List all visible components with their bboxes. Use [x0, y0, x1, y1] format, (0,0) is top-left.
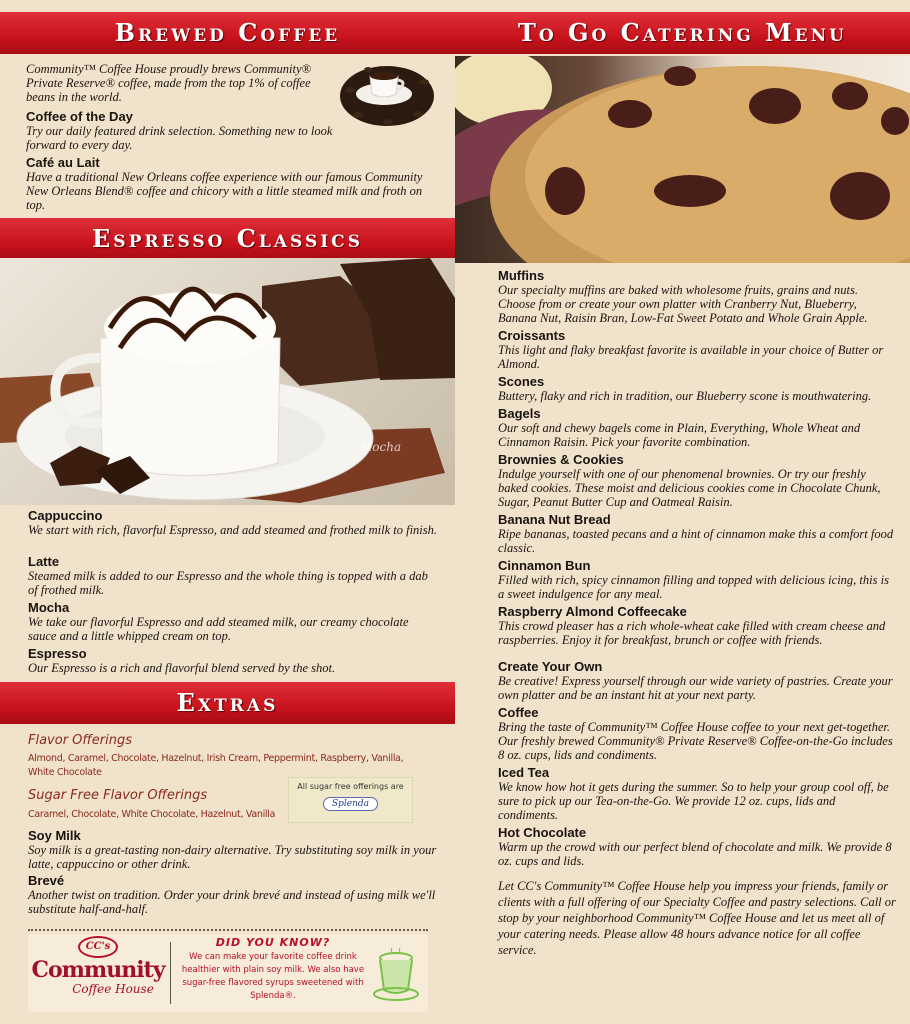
mocha-photo	[0, 258, 455, 505]
catering-item-croissants	[498, 328, 898, 371]
catering-items-list	[498, 268, 898, 958]
mocha-illustration	[0, 258, 455, 505]
item-title: Create Your Own	[498, 659, 603, 674]
item-description: This crowd pleaser has a rich whole-wheat cake filled with cream cheese and raspberries. Enjoy it for breakfast, brunch or coffee with friends.	[498, 619, 886, 647]
catering-item-create-your-own	[498, 659, 898, 702]
item-title: Raspberry Almond Coffeecake	[498, 604, 687, 619]
item-title: Bagels	[498, 406, 541, 421]
espresso-item-cappuccino	[28, 508, 438, 537]
item-description: We take our flavorful Espresso and add steamed milk, our creamy chocolate sauce and a little whipped cream on top.	[28, 615, 409, 643]
flavor-offerings-title: Flavor Offerings	[28, 733, 133, 748]
dotted-divider	[28, 929, 428, 931]
logo-divider	[170, 942, 171, 1004]
brewed-coffee-banner: Brewed Coffee	[0, 12, 455, 54]
catering-item-banana-nut-bread	[498, 512, 898, 555]
mocha-photo-label: Mocha	[360, 440, 402, 454]
catering-item-cinnamon-bun	[498, 558, 898, 601]
closing-paragraph: Let CC's Community™ Coffee House help you impress your friends, family or clients with a full offering of our Specialty Coffee and pastry selections. Call or stop by your neighborhood Community™ Coffee House and let us meet all of your catering needs. Please allow 48 hours advance notice for all coffee service.	[498, 879, 896, 957]
did-you-know-title: DID YOU KNOW?	[215, 936, 331, 949]
community-logo	[28, 934, 168, 1012]
brewed-item-cafe-au-lait	[26, 155, 426, 212]
right-column	[455, 0, 910, 1024]
item-description: We start with rich, flavorful Espresso, and add steamed and frothed milk to finish.	[28, 523, 438, 537]
catering-item-bagels	[498, 406, 898, 449]
catering-item-scones	[498, 374, 898, 403]
espresso-item-espresso	[28, 646, 438, 675]
item-description: This light and flaky breakfast favorite is available in your choice of Butter or Almond.	[498, 343, 884, 371]
item-title: Brownies & Cookies	[498, 452, 624, 467]
item-description: We know how hot it gets during the summer. So to help your group cool off, be sure to pick up our Tea-on-the-Go. We provide 12 oz. cups, lids and condiments.	[498, 780, 889, 822]
coffee-cup-beans-image	[338, 60, 436, 130]
item-description: Ripe bananas, toasted pecans and a hint of cinnamon make this a comfort food classic.	[498, 527, 894, 555]
catering-item-muffins	[498, 268, 898, 325]
sugar-free-list: Caramel, Chocolate, White Chocolate, Hazelnut, Vanilla	[28, 809, 276, 820]
item-description: Bring the taste of Community™ Coffee House coffee to your next get-together. Our freshly brewed Community® Private Reserve® Coffee-on-the-Go includes 8 oz. cups, lids and condiments.	[498, 720, 893, 762]
item-description: Steamed milk is added to our Espresso and the whole thing is topped with a dab of frothed milk.	[28, 569, 428, 597]
item-description: Have a traditional New Orleans coffee experience with our famous Community New Orleans Blend® coffee and chicory with a little steamed milk and froth on top.	[26, 170, 423, 212]
extras-item-breve	[28, 873, 438, 916]
did-you-know-text: We can make your favorite coffee drink healthier with plain soy milk. We also have sugar-free flavored syrups sweetened with Splenda®.	[181, 952, 365, 1001]
cookie-photo	[455, 56, 910, 263]
item-description: Filled with rich, spicy cinnamon filling and topped with delicious icing, this is a sweet indulgence for any meal.	[498, 573, 889, 601]
item-title: Café au Lait	[26, 155, 100, 170]
did-you-know	[178, 936, 368, 1003]
item-title: Croissants	[498, 328, 566, 343]
item-title: Latte	[28, 554, 60, 569]
logo-community-text: Community	[31, 957, 165, 983]
extras-banner: Extras	[0, 682, 455, 724]
espresso-classics-banner: Espresso Classics	[0, 218, 455, 260]
cookie-illustration	[455, 56, 910, 263]
item-title: Espresso	[28, 646, 87, 661]
item-description: Our specialty muffins are baked with wholesome fruits, grains and nuts. Choose from or create your own platter with Cranberry Nut, Blueberry, Banana Nut, Raisin Bran, Low-Fat Sweet Potato and Whole Grain Apple.	[498, 283, 868, 325]
item-title: Hot Chocolate	[498, 825, 587, 840]
sugar-free-title: Sugar Free Flavor Offerings	[28, 788, 208, 803]
splenda-logo: Splenda	[323, 797, 378, 811]
item-title: Iced Tea	[498, 765, 550, 780]
soy-cup-icon	[370, 946, 422, 1002]
item-description: Be creative! Express yourself through our wide variety of pastries. Create your own platter and be an instant hit at your next party.	[498, 674, 893, 702]
footer-promo-box	[28, 934, 428, 1012]
item-title: Brevé	[28, 873, 65, 888]
extras-item-soy-milk	[28, 828, 438, 871]
item-title: Banana Nut Bread	[498, 512, 611, 527]
item-description: Buttery, flaky and rich in tradition, our Blueberry scone is mouthwatering.	[498, 389, 872, 403]
catering-item-brownies-cookies	[498, 452, 898, 509]
catering-item-hot-chocolate	[498, 825, 898, 868]
item-title: Cinnamon Bun	[498, 558, 591, 573]
item-description: Soy milk is a great-tasting non-dairy alternative. Try substituting soy milk in your latte, cappuccino or other drink.	[28, 843, 437, 871]
item-description: Indulge yourself with one of our phenomenal brownies. Or try our freshly baked cookies. These moist and delicious cookies come in Chocolate Chunk, Sugar, Peanut Butter Cup and Oatmeal Raisin.	[498, 467, 881, 509]
catering-menu-banner: To Go Catering Menu	[455, 12, 910, 54]
item-title: Cappuccino	[28, 508, 103, 523]
item-description: Another twist on tradition. Order your drink brevé and instead of using milk we'll substitute half-and-half.	[28, 888, 436, 916]
item-description: Try our daily featured drink selection. Something new to look forward to every day.	[26, 124, 333, 152]
item-title: Coffee of the Day	[26, 109, 133, 124]
item-description: Our soft and chewy bagels come in Plain, Everything, Whole Wheat and Cinnamon Raisin. Pick your favorite combination.	[498, 421, 861, 449]
flavor-offerings-list: Almond, Caramel, Chocolate, Hazelnut, Irish Cream, Peppermint, Raspberry, Vanilla, White Chocolate	[28, 753, 404, 778]
item-title: Soy Milk	[28, 828, 81, 843]
catering-item-coffee	[498, 705, 898, 762]
splenda-badge	[288, 777, 413, 823]
brewed-intro: Community™ Coffee House proudly brews Community® Private Reserve® coffee, made from the top 1% of coffee beans in the world.	[26, 62, 312, 104]
espresso-item-mocha	[28, 600, 438, 643]
item-title: Scones	[498, 374, 545, 389]
item-description: Our Espresso is a rich and flavorful blend served by the shot.	[28, 661, 336, 675]
item-title: Muffins	[498, 268, 545, 283]
catering-item-raspberry-almond-coffeecake	[498, 604, 898, 647]
catering-item-iced-tea	[498, 765, 898, 822]
cc-logo-mark: CC's	[78, 936, 118, 958]
item-title: Mocha	[28, 600, 70, 615]
item-description: Warm up the crowd with our perfect blend of chocolate and milk. We provide 8 oz. cups and lids.	[498, 840, 892, 868]
espresso-item-latte	[28, 554, 438, 597]
brewed-item-coffee-of-the-day	[26, 109, 336, 152]
splenda-note: All sugar free offerings are	[297, 782, 404, 791]
logo-coffee-house-text: Coffee House	[72, 982, 154, 996]
item-title: Coffee	[498, 705, 539, 720]
